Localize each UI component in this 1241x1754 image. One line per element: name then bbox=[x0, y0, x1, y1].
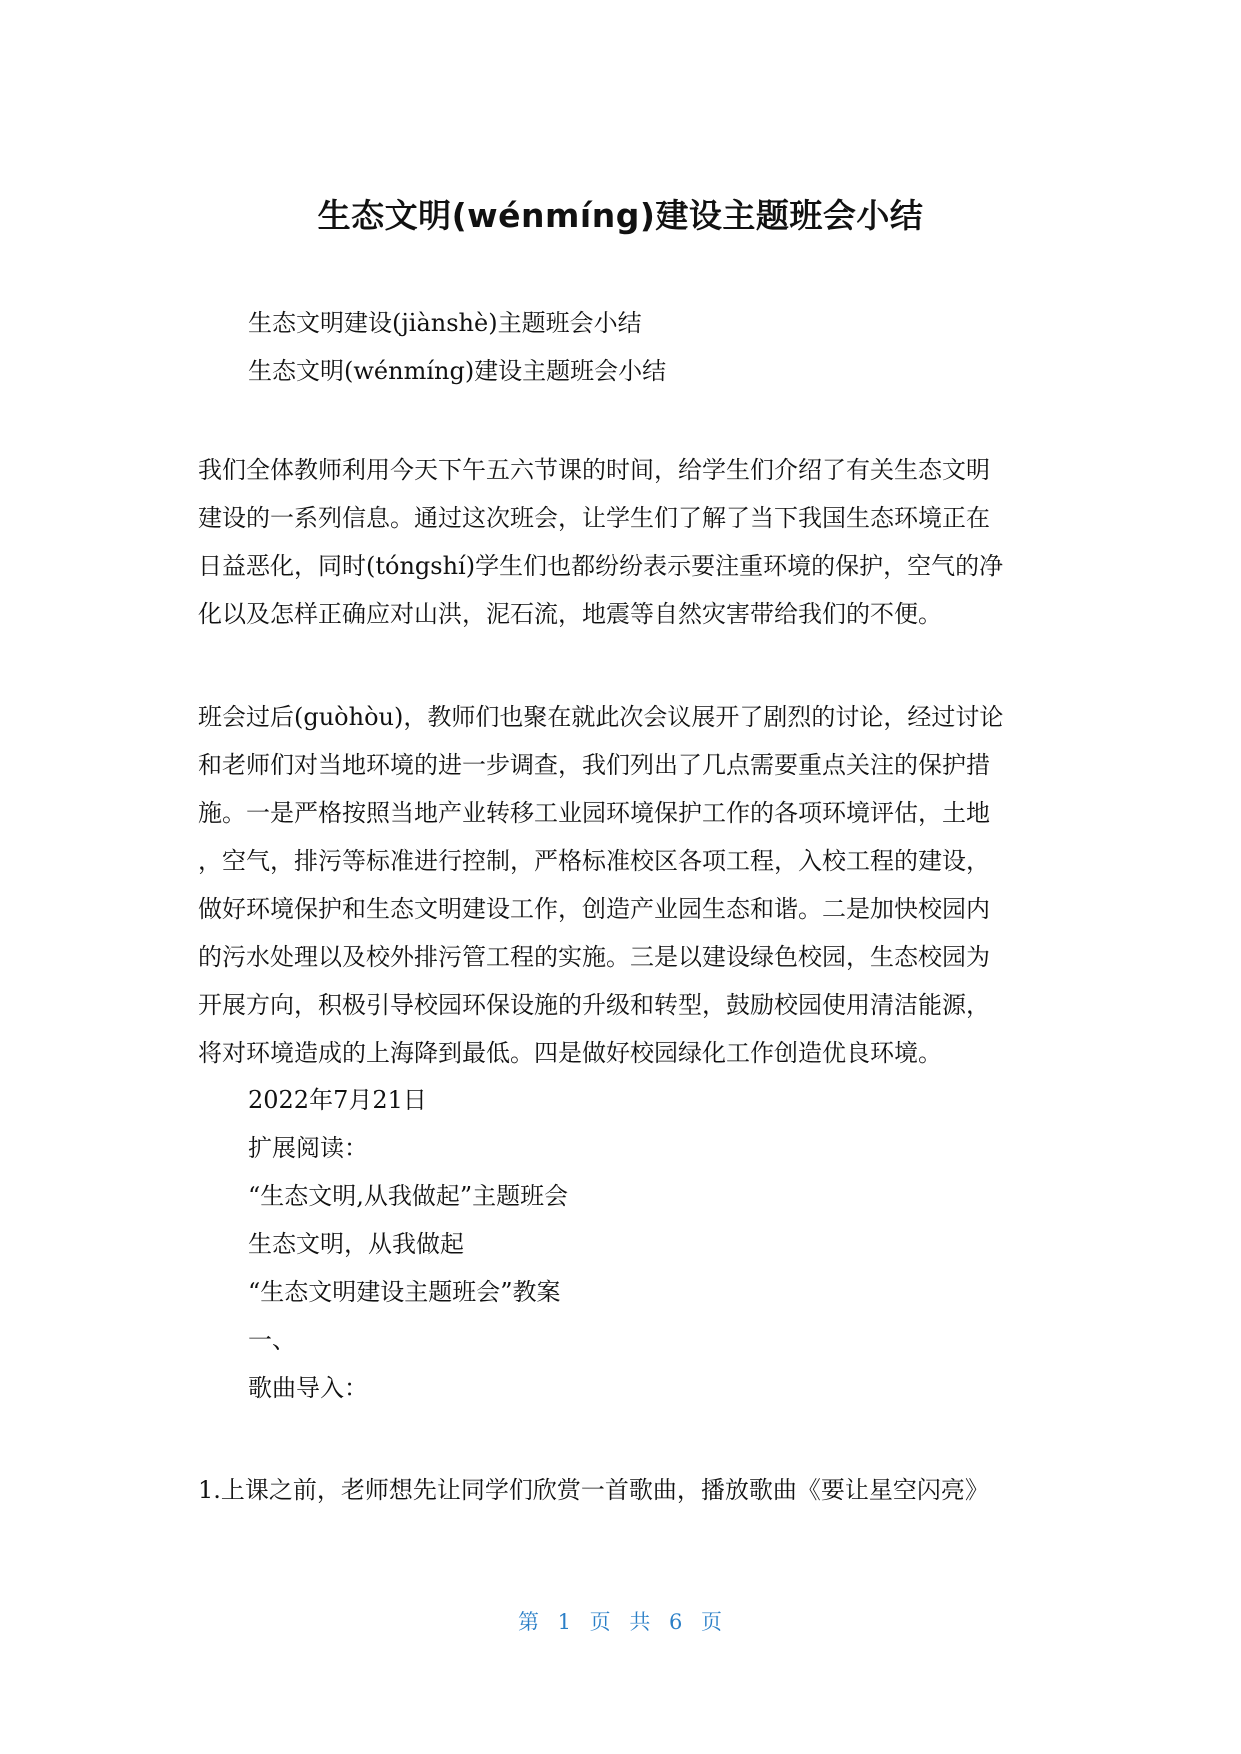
reading-item-1: “生态文明,从我做起”主题班会 bbox=[248, 1182, 569, 1210]
subtitle-line-2: 生态文明(wénmíng)建设主题班会小结 bbox=[248, 357, 667, 385]
reading-item-3: “生态文明建设主题班会”教案 bbox=[248, 1278, 561, 1306]
reading-item-2: 生态文明，从我做起 bbox=[248, 1230, 464, 1258]
paragraph-2-line: 开展方向，积极引导校园环保设施的升级和转型，鼓励校园使用清洁能源， bbox=[198, 991, 990, 1019]
page-footer: 第 1 页 共 6 页 bbox=[517, 1610, 724, 1634]
paragraph-1 bbox=[198, 446, 1048, 638]
instruction-line: 1.上课之前，老师想先让同学们欣赏一首歌曲，播放歌曲《要让星空闪亮》 bbox=[198, 1476, 989, 1504]
section-heading: 歌曲导入： bbox=[248, 1374, 368, 1402]
paragraph-2-line: 做好环境保护和生态文明建设工作，创造产业园生态和谐。二是加快校园内 bbox=[198, 895, 990, 923]
paragraph-1-line: 我们全体教师利用今天下午五六节课的时间，给学生们介绍了有关生态文明 bbox=[198, 456, 990, 484]
paragraph-1-line: 日益恶化，同时(tóngshí)学生们也都纷纷表示要注重环境的保护，空气的净 bbox=[198, 552, 1004, 580]
paragraph-1-line: 建设的一系列信息。通过这次班会，让学生们了解了当下我国生态环境正在 bbox=[198, 504, 990, 532]
paragraph-2-line: 施。一是严格按照当地产业转移工业园环境保护工作的各项环境评估，土地 bbox=[198, 799, 990, 827]
paragraph-2-line: 将对环境造成的上海降到最低。四是做好校园绿化工作创造优良环境。 bbox=[198, 1039, 942, 1067]
paragraph-2-line: 和老师们对当地环境的进一步调查，我们列出了几点需要重点关注的保护措 bbox=[198, 751, 990, 779]
paragraph-2-line: 的污水处理以及校外排污管工程的实施。三是以建设绿色校园，生态校园为 bbox=[198, 943, 990, 971]
date-line: 2022年7月21日 bbox=[248, 1086, 427, 1114]
subtitle-line-1: 生态文明建设(jiànshè)主题班会小结 bbox=[248, 309, 642, 337]
paragraph-2 bbox=[198, 693, 1048, 1077]
paragraph-2-line: 班会过后(guòhòu)，教师们也聚在就此次会议展开了剧烈的讨论，经过讨论 bbox=[198, 703, 1004, 731]
section-number: 一、 bbox=[248, 1326, 296, 1354]
extended-reading-heading: 扩展阅读： bbox=[248, 1134, 368, 1162]
document-title: 生态文明(wénmíng)建设主题班会小结 bbox=[317, 196, 924, 235]
paragraph-1-line: 化以及怎样正确应对山洪，泥石流，地震等自然灾害带给我们的不便。 bbox=[198, 600, 942, 628]
paragraph-2-line: ，空气，排污等标准进行控制，严格标准校区各项工程，入校工程的建设， bbox=[198, 847, 990, 875]
